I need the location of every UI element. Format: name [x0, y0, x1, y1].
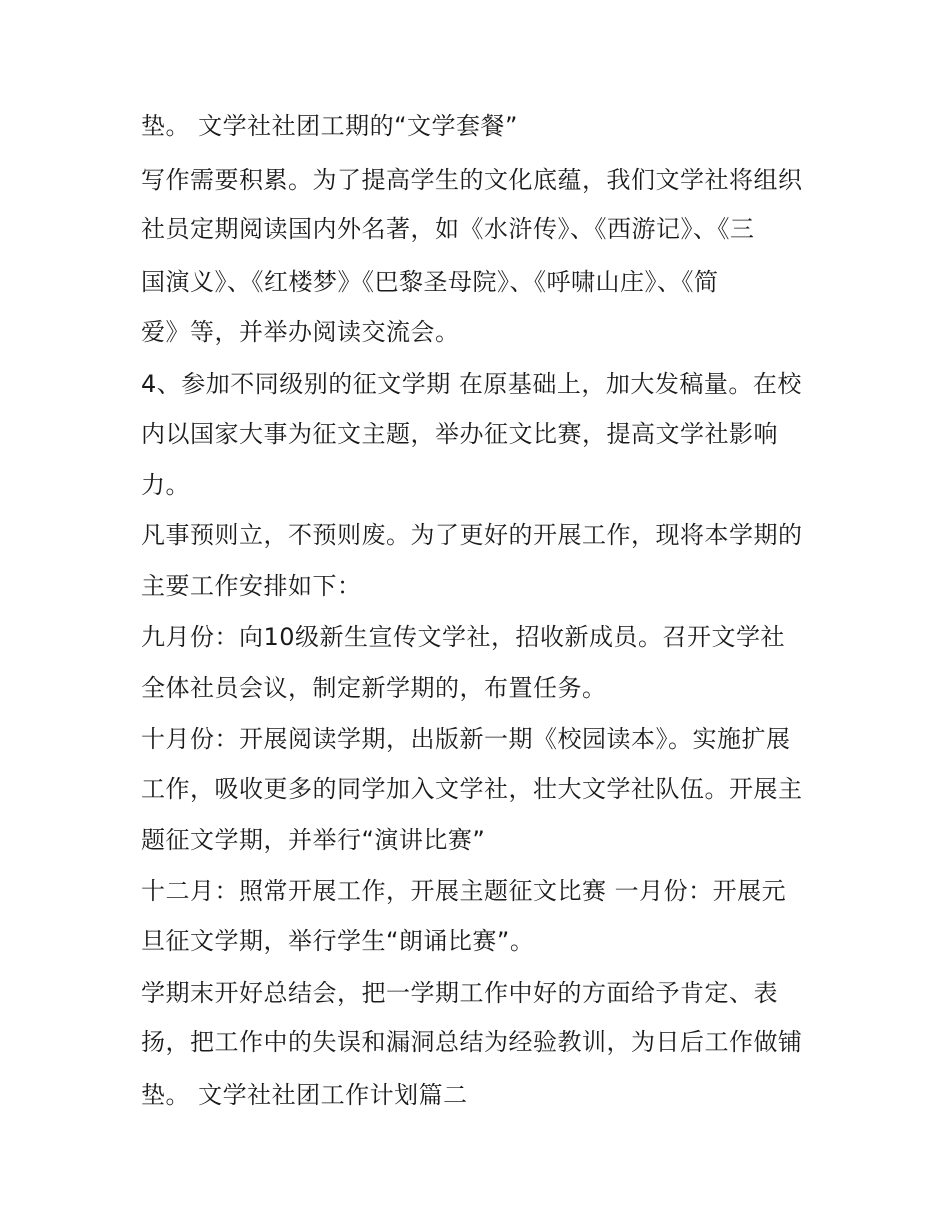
- text-line: 凡事预则立，不预则废。为了更好的开展工作，现将本学期的: [141, 521, 803, 549]
- text-line: 国演义》、《红楼梦》《巴黎圣母院》、《呼啸山庄》、《简: [141, 268, 719, 296]
- text-line: 垫。 文学社社团工期的“文学套餐”: [141, 112, 518, 140]
- text-line: 九月份：向10级新生宣传文学社，招收新成员。召开文学社: [141, 623, 786, 651]
- text-line: 4、参加不同级别的征文学期 在原基础上，加大发稿量。在校: [141, 370, 802, 398]
- text-line: 题征文学期，并举行“演讲比赛”: [141, 826, 486, 854]
- text-line: 写作需要积累。为了提高学生的文化底蕴，我们文学社将组织: [141, 166, 803, 194]
- text-line: 垫。 文学社社团工作计划篇二: [141, 1081, 468, 1109]
- text-line: 全体社员会议，制定新学期的，布置任务。: [141, 674, 607, 702]
- text-line: 十二月：照常开展工作，开展主题征文比赛 一月份：开展元: [141, 877, 787, 905]
- text-line: 爱》等，并举办阅读交流会。: [141, 318, 460, 346]
- text-line: 内以国家大事为征文主题，举办征文比赛，提高文学社影响: [141, 420, 778, 448]
- text-line: 学期末开好总结会，把一学期工作中好的方面给予肯定、表: [141, 979, 778, 1007]
- text-line: 旦征文学期，举行学生“朗诵比赛”。: [141, 927, 535, 955]
- text-line: 社员定期阅读国内外名著，如《水浒传》、《西游记》、《三: [141, 215, 755, 243]
- text-line: 力。: [141, 471, 190, 499]
- text-line: 主要工作安排如下：: [141, 572, 362, 600]
- text-line: 扬，把工作中的失误和漏洞总结为经验教训，为日后工作做铺: [141, 1028, 803, 1056]
- text-line: 十月份：开展阅读学期，出版新一期《校园读本》。实施扩展: [141, 725, 791, 753]
- text-line: 工作，吸收更多的同学加入文学社，壮大文学社队伍。开展主: [141, 775, 803, 803]
